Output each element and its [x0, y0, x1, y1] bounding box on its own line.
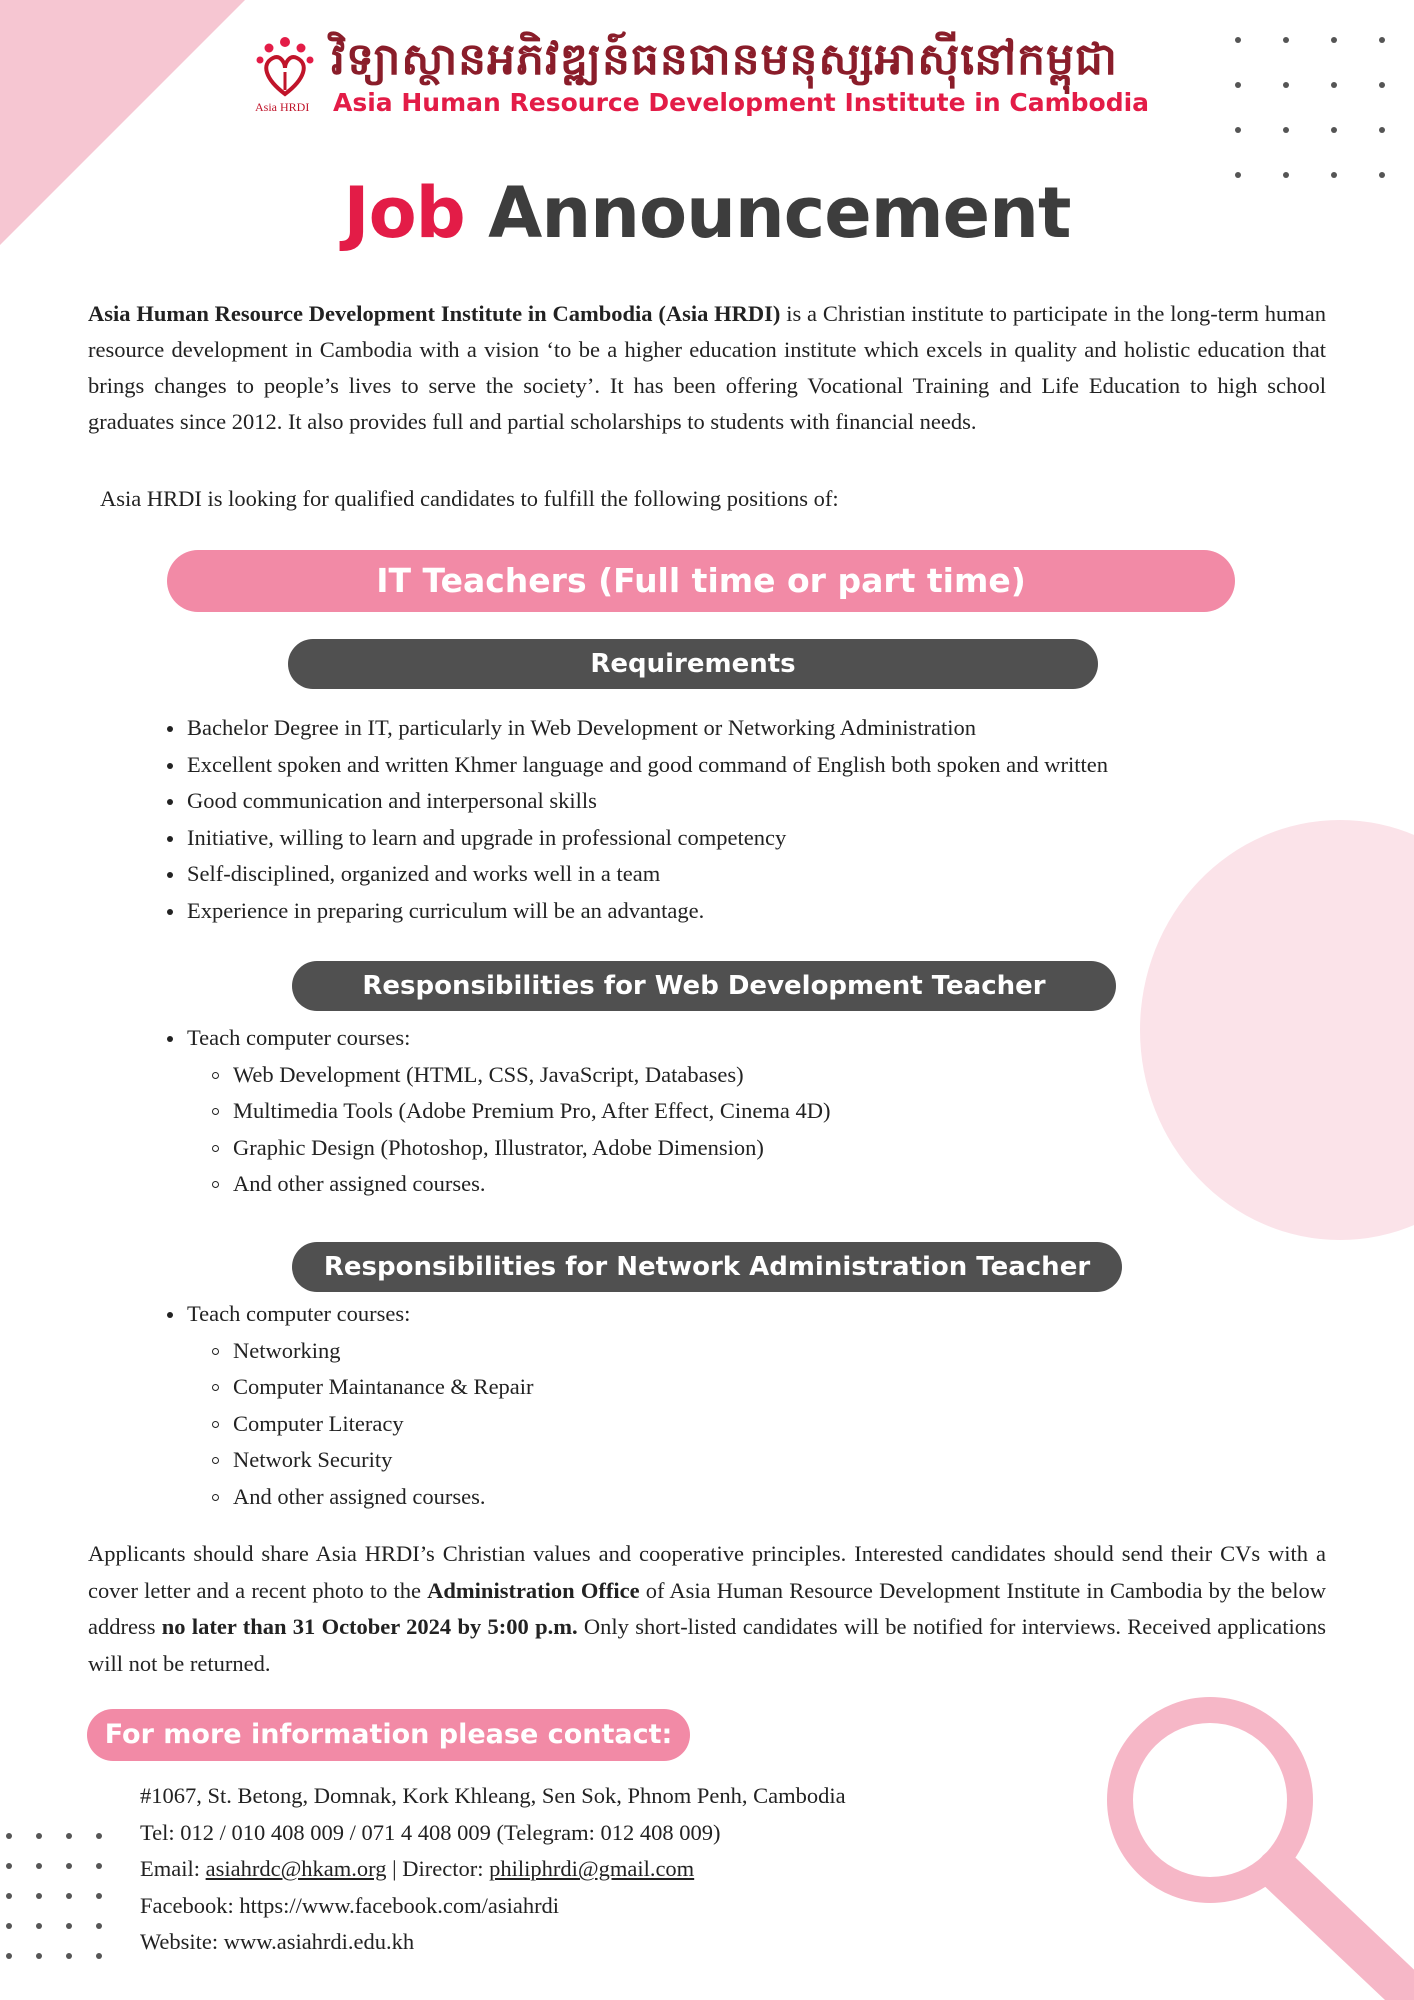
closing-bold-office: Administration Office [427, 1577, 640, 1603]
closing-text-1: Applicants should share Asia HRDI’s Christian values and cooperative principles. Interested candidates should send their CVs with a cover letter and a recent photo to the [88, 1541, 1326, 1603]
position-title-banner: IT Teachers (Full time or part time) [167, 550, 1235, 612]
list-item: Teach computer courses: [167, 1296, 534, 1333]
sub-list-item: Computer Literacy [167, 1406, 534, 1443]
closing-text-2: of Asia Human Resource Development Institute in Cambodia by the below address [88, 1577, 1326, 1640]
pink-circle-decoration [1140, 820, 1414, 1240]
application-instructions [88, 1536, 1326, 1682]
sub-list-item: Networking [167, 1333, 534, 1370]
web-dev-list [167, 1020, 831, 1203]
closing-bold-deadline: no later than 31 October 2024 by 5:00 p.m. [161, 1614, 578, 1640]
contact-heading: For more information please contact: [87, 1709, 690, 1761]
page-title [0, 172, 1414, 254]
contact-facebook: Facebook: https://www.facebook.com/asiahrdi [140, 1892, 560, 1918]
requirements-list [167, 710, 1108, 930]
list-item: Experience in preparing curriculum will be an advantage. [167, 893, 1108, 930]
closing-text-3: Only short-listed candidates will be notified for interviews. Received applications will not be returned. [88, 1614, 1326, 1676]
intro-paragraph [88, 296, 1326, 440]
sub-list-item: And other assigned courses. [167, 1166, 831, 1203]
logo-caption: Asia HRDI [255, 100, 310, 114]
institute-header [255, 28, 1215, 128]
contact-telephone: Tel: 012 / 010 408 009 / 071 4 408 009 (Telegram: 012 408 009) [140, 1819, 721, 1845]
sub-list-item: And other assigned courses. [167, 1479, 534, 1516]
intro-body: is a Christian institute to participate in the long-term human resource development in Cambodia with a vision ‘to be a higher education institute which excels in quality and holistic education that brings changes to people’s lives to serve the society’. It has been offering Vocational Training and Life Education to high school graduates since 2012. It also provides full and partial scholarships to students with financial needs. [88, 301, 1326, 434]
contact-email-line [140, 1851, 846, 1888]
sub-list-item: Computer Maintanance & Repair [167, 1369, 534, 1406]
list-item: Teach computer courses: [167, 1020, 831, 1057]
director-label: | Director: [386, 1856, 490, 1882]
list-item: Bachelor Degree in IT, particularly in Web Development or Networking Administration [167, 710, 1108, 747]
title-job: Job [343, 172, 465, 254]
web-dev-heading: Responsibilities for Web Development Teacher [292, 961, 1116, 1011]
list-item: Excellent spoken and written Khmer language and good command of English both spoken and written [167, 747, 1108, 784]
list-item: Good communication and interpersonal skills [167, 783, 1108, 820]
sub-list-item: Network Security [167, 1442, 534, 1479]
contact-details [140, 1778, 846, 1961]
khmer-institute-name: វិទ្យាស្ថានអភិវឌ្ឍន៍ធនធានមនុស្សអាស៊ីនៅកម្ពុជា [331, 34, 1118, 85]
list-item: Self-disciplined, organized and works well in a team [167, 856, 1108, 893]
dot-grid-top-right [1235, 37, 1395, 187]
looking-statement: Asia HRDI is looking for qualified candidates to fulfill the following positions of: [100, 486, 839, 511]
network-admin-heading: Responsibilities for Network Administration Teacher [292, 1242, 1122, 1292]
sub-list-item: Graphic Design (Photoshop, Illustrator, Adobe Dimension) [167, 1130, 831, 1167]
email-link[interactable]: asiahrdc@hkam.org [205, 1856, 387, 1882]
asia-hrdi-logo-icon [255, 34, 315, 104]
dot-grid-bottom-left [6, 1833, 116, 1993]
contact-address: #1067, St. Betong, Domnak, Kork Khleang, Sen Sok, Phnom Penh, Cambodia [140, 1783, 846, 1808]
contact-website: Website: www.asiahrdi.edu.kh [140, 1929, 415, 1955]
email-label: Email: [140, 1856, 206, 1882]
magnifier-icon [1090, 1690, 1414, 2000]
intro-bold-lead: Asia Human Resource Development Institute in Cambodia (Asia HRDI) [88, 301, 781, 326]
list-item: Initiative, willing to learn and upgrade in professional competency [167, 820, 1108, 857]
director-email-link[interactable]: philiphrdi@gmail.com [489, 1856, 695, 1882]
title-announcement: Announcement [488, 172, 1071, 254]
english-institute-name: Asia Human Resource Development Institute in Cambodia [333, 88, 1150, 117]
network-admin-list [167, 1296, 534, 1516]
requirements-heading: Requirements [288, 639, 1098, 689]
sub-list-item: Multimedia Tools (Adobe Premium Pro, After Effect, Cinema 4D) [167, 1093, 831, 1130]
sub-list-item: Web Development (HTML, CSS, JavaScript, Databases) [167, 1057, 831, 1094]
